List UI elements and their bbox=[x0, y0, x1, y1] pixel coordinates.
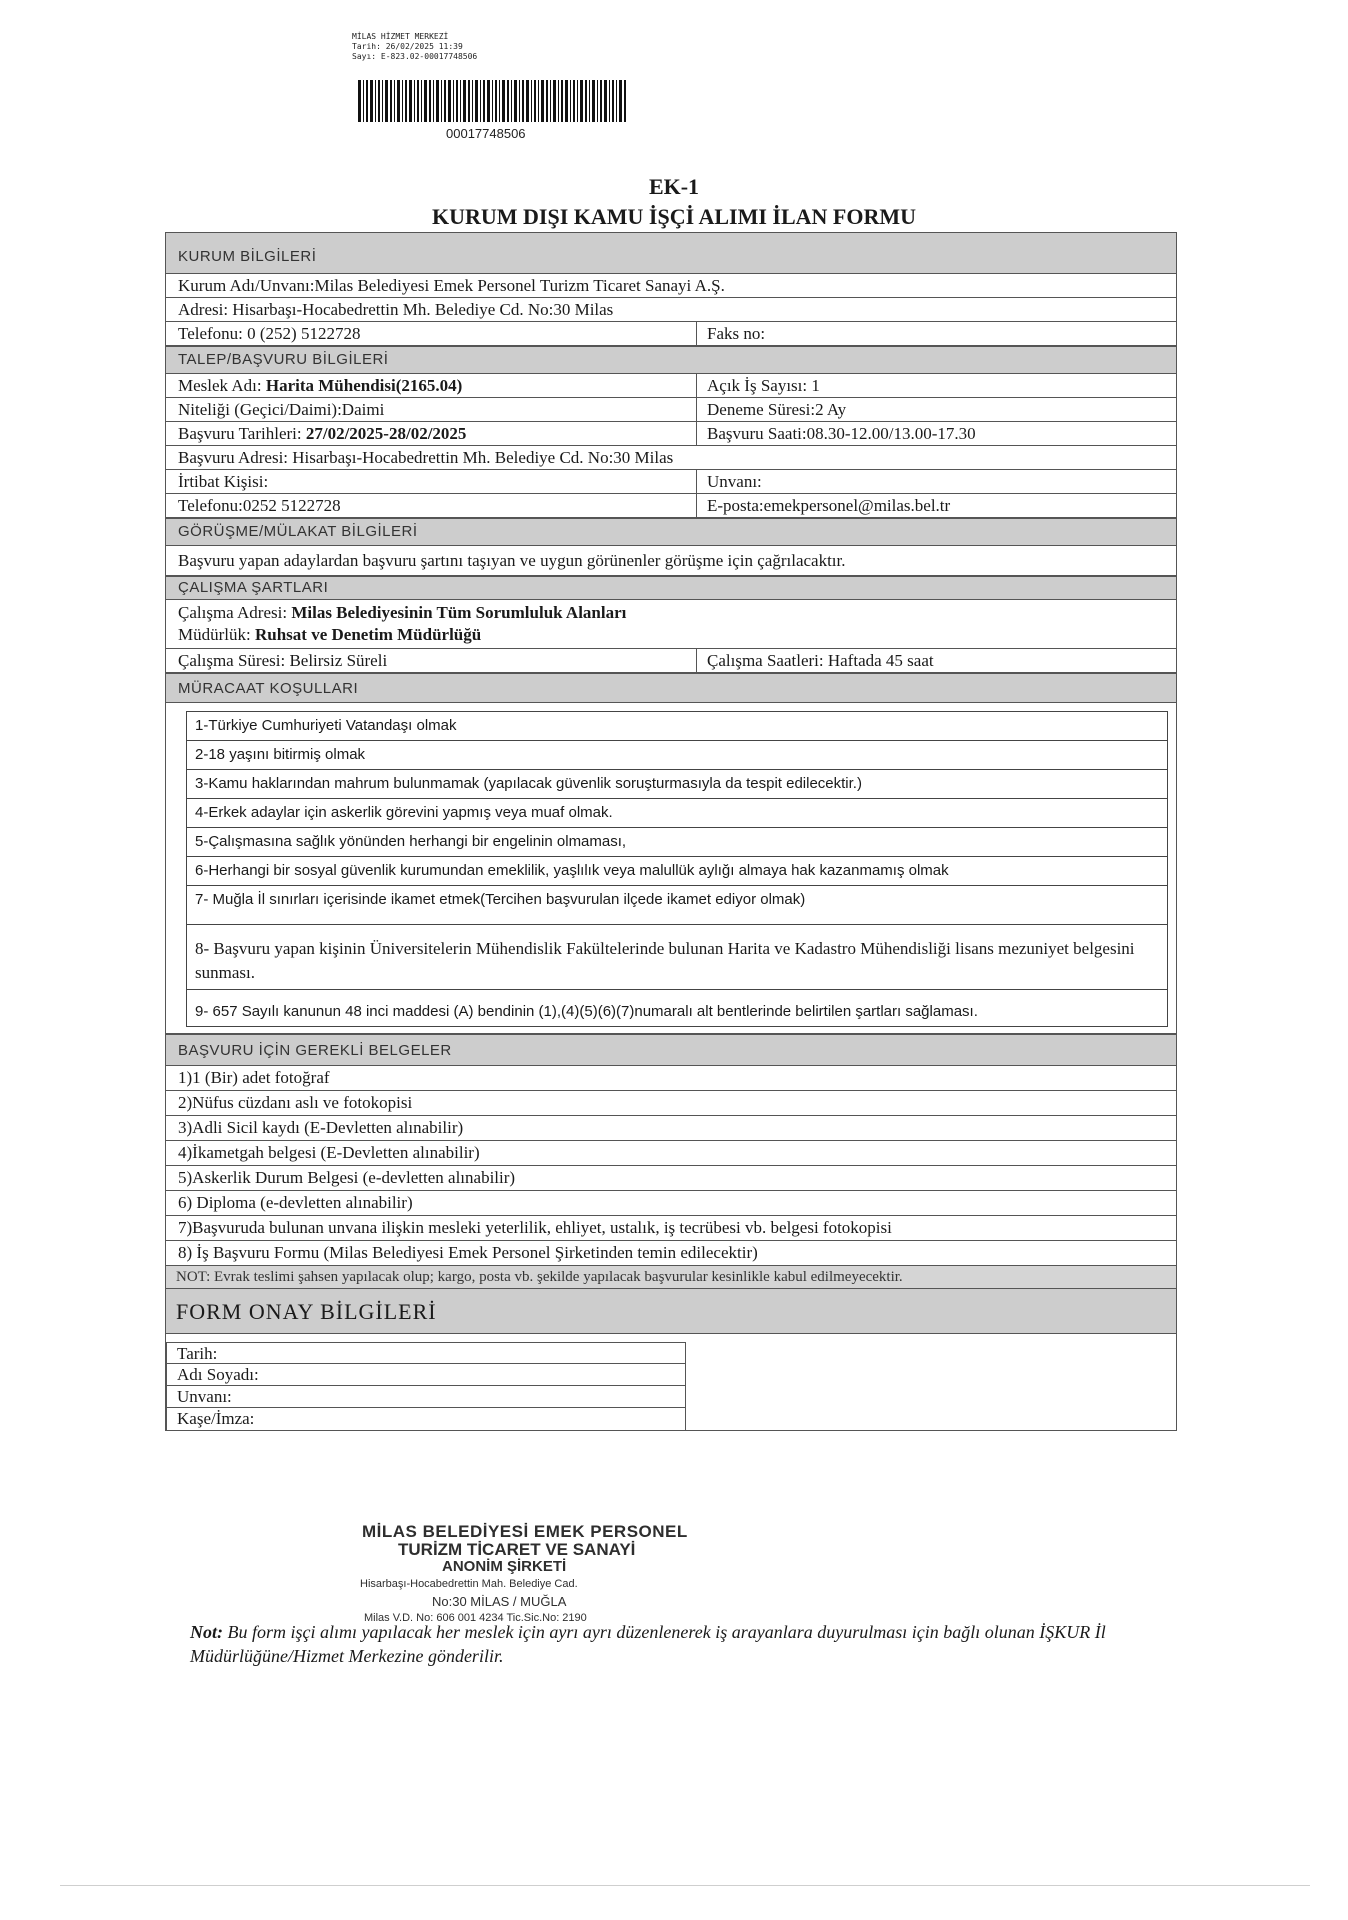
open-positions: Açık İş Sayısı: 1 bbox=[696, 374, 1176, 397]
work-address-field bbox=[178, 602, 1176, 624]
conditions-box bbox=[165, 703, 1177, 1034]
work-address-block bbox=[165, 600, 1177, 649]
document-stamp bbox=[352, 32, 477, 62]
condition-item: 7- Muğla İl sınırları içerisinde ikamet etmek(Tercihen başvurulan ilçede ikamet ediyor olmak) bbox=[186, 886, 1168, 925]
seal-line: TURİZM TİCARET VE SANAYİ bbox=[398, 1540, 636, 1559]
occupation-field bbox=[166, 374, 696, 397]
seal-line: No:30 MİLAS / MUĞLA bbox=[432, 1594, 567, 1609]
work-hours: Çalışma Saatleri: Haftada 45 saat bbox=[696, 649, 1176, 672]
condition-item: 9- 657 Sayılı kanunun 48 inci maddesi (A) bendinin (1),(4)(5)(6)(7)numaralı alt bentlerinde belirtilen şartları sağlaması. bbox=[186, 990, 1168, 1027]
interview-info: Başvuru yapan adaylardan başvuru şartını taşıyan ve uygun görünenler görüşme için çağrılacaktır. bbox=[165, 546, 1177, 576]
contact-person: İrtibat Kişisi: bbox=[178, 472, 269, 491]
section-onay-heading: FORM ONAY BİLGİLERİ bbox=[165, 1289, 1177, 1334]
document-item: 6) Diploma (e-devletten alınabilir) bbox=[165, 1191, 1177, 1216]
condition-item: 8- Başvuru yapan kişinin Üniversitelerin Mühendislik Fakültelerinde bulunan Harita ve Kadastro Mühendisliği lisans mezuniyet belgesini sunması. bbox=[186, 925, 1168, 990]
section-kurum-heading: KURUM BİLGİLERİ bbox=[165, 232, 1177, 274]
talep-occupation-row bbox=[165, 374, 1177, 398]
form-title: KURUM DIŞI KAMU İŞÇİ ALIMI İLAN FORMU bbox=[431, 204, 917, 229]
scan-edge-line bbox=[60, 1885, 1310, 1886]
occupation-value: Harita Mühendisi(2165.04) bbox=[265, 376, 463, 395]
section-gorusme-heading: GÖRÜŞME/MÜLAKAT BİLGİLERİ bbox=[165, 518, 1177, 546]
talep-phone-email-row bbox=[165, 494, 1177, 518]
condition-item: 5-Çalışmasına sağlık yönünden herhangi bir engelinin olmaması, bbox=[186, 828, 1168, 857]
contact-phone: Telefonu:0252 5122728 bbox=[178, 496, 341, 515]
seal-line: MİLAS BELEDİYESİ EMEK PERSONEL bbox=[362, 1522, 688, 1541]
occupation-label: Meslek Adı: bbox=[178, 376, 266, 395]
document-item: 7)Başvuruda bulunan unvana ilişkin mesleki yeterlilik, ehliyet, ustalık, iş tecrübesi vb. belgesi fotokopisi bbox=[165, 1216, 1177, 1241]
application-hours: Başvuru Saati:08.30-12.00/13.00-17.30 bbox=[696, 422, 1176, 445]
stamp-date: Tarih: 26/02/2025 11:39 bbox=[352, 42, 463, 51]
seal-line: Hisarbaşı-Hocabedrettin Mah. Belediye Cad. bbox=[360, 1578, 578, 1590]
approval-box bbox=[165, 1334, 1177, 1431]
document-item: 4)İkametgah belgesi (E-Devletten alınabilir) bbox=[165, 1141, 1177, 1166]
kurum-address-row: Adresi: Hisarbaşı-Hocabedrettin Mh. Belediye Cd. No:30 Milas bbox=[165, 298, 1177, 322]
work-duration-row bbox=[165, 649, 1177, 673]
application-dates-value: 27/02/2025-28/02/2025 bbox=[305, 424, 467, 443]
kurum-phone: Telefonu: 0 (252) 5122728 bbox=[178, 324, 361, 343]
section-muracaat-heading: MÜRACAAT KOŞULLARI bbox=[165, 673, 1177, 703]
kurum-fax: Faks no: bbox=[696, 322, 1176, 345]
document-item: 1)1 (Bir) adet fotoğraf bbox=[165, 1066, 1177, 1091]
kurum-phone-fax-row bbox=[165, 322, 1177, 346]
approval-title-label: Unvanı: bbox=[166, 1386, 686, 1408]
application-address: Başvuru Adresi: Hisarbaşı-Hocabedrettin Mh. Belediye Cd. No:30 Milas bbox=[165, 446, 1177, 470]
announcement-form bbox=[165, 232, 1177, 1431]
footnote-label: Not: bbox=[190, 1622, 223, 1642]
job-nature: Niteliği (Geçici/Daimi):Daimi bbox=[178, 400, 385, 419]
condition-item: 1-Türkiye Cumhuriyeti Vatandaşı olmak bbox=[186, 711, 1168, 741]
directorate-label: Müdürlük: bbox=[178, 625, 255, 644]
contact-title: Unvanı: bbox=[696, 470, 1176, 493]
directorate-field bbox=[178, 624, 1176, 646]
stamp-number: Sayı: E-823.02-00017748506 bbox=[352, 52, 478, 61]
talep-contact-row bbox=[165, 470, 1177, 494]
condition-item: 3-Kamu haklarından mahrum bulunmamak (yapılacak güvenlik soruşturmasıyla da tespit edilecektir.) bbox=[186, 770, 1168, 799]
stamp-office: MİLAS HİZMET MERKEZİ bbox=[352, 32, 449, 41]
section-calisma-heading: ÇALIŞMA ŞARTLARI bbox=[165, 576, 1177, 600]
application-dates-field bbox=[166, 422, 696, 445]
footnote bbox=[190, 1620, 1180, 1668]
document-item: 3)Adli Sicil kaydı (E-Devletten alınabilir) bbox=[165, 1116, 1177, 1141]
seal-line: Milas V.D. No: 606 001 4234 Tic.Sic.No: 2190 bbox=[364, 1612, 587, 1624]
work-duration: Çalışma Süresi: Belirsiz Süreli bbox=[178, 651, 388, 670]
document-item: 2)Nüfus cüzdanı aslı ve fotokopisi bbox=[165, 1091, 1177, 1116]
footnote-text: Bu form işçi alımı yapılacak her meslek için ayrı ayrı düzenlenerek iş arayanlara duyurulması için bağlı olunan İŞKUR İl Müdürlüğüne/Hizmet Merkezine gönderilir. bbox=[190, 1622, 1106, 1666]
section-talep-heading: TALEP/BAŞVURU BİLGİLERİ bbox=[165, 346, 1177, 374]
kurum-name-row: Kurum Adı/Unvanı:Milas Belediyesi Emek Personel Turizm Ticaret Sanayi A.Ş. bbox=[165, 274, 1177, 298]
application-dates-label: Başvuru Tarihleri: bbox=[178, 424, 306, 443]
approval-name-label: Adı Soyadı: bbox=[166, 1364, 686, 1386]
delivery-note: NOT: Evrak teslimi şahsen yapılacak olup; kargo, posta vb. şekilde yapılacak başvurular kesinlikle kabul edilmeyecektir. bbox=[165, 1266, 1177, 1289]
barcode-image bbox=[358, 80, 626, 122]
talep-dates-row bbox=[165, 422, 1177, 446]
condition-item: 6-Herhangi bir sosyal güvenlik kurumundan emeklilik, yaşlılık veya malullük aylığı almaya hak kazanmamış olmak bbox=[186, 857, 1168, 886]
section-belgeler-heading: BAŞVURU İÇİN GEREKLİ BELGELER bbox=[165, 1034, 1177, 1066]
talep-nature-row bbox=[165, 398, 1177, 422]
document-item: 8) İş Başvuru Formu (Milas Belediyesi Emek Personel Şirketinden temin edilecektir) bbox=[165, 1241, 1177, 1266]
form-code: EK-1 bbox=[648, 174, 700, 199]
document-item: 5)Askerlik Durum Belgesi (e-devletten alınabilir) bbox=[165, 1166, 1177, 1191]
condition-item: 2-18 yaşını bitirmiş olmak bbox=[186, 741, 1168, 770]
approval-date-label: Tarih: bbox=[166, 1342, 686, 1364]
contact-email: E-posta:emekpersonel@milas.bel.tr bbox=[696, 494, 1176, 517]
condition-item: 4-Erkek adaylar için askerlik görevini yapmış veya muaf olmak. bbox=[186, 799, 1168, 828]
barcode-number: 00017748506 bbox=[446, 126, 526, 141]
directorate-value: Ruhsat ve Denetim Müdürlüğü bbox=[254, 625, 482, 644]
work-address-value: Milas Belediyesinin Tüm Sorumluluk Alanları bbox=[291, 603, 627, 622]
work-address-label: Çalışma Adresi: bbox=[178, 603, 292, 622]
seal-line: ANONİM ŞİRKETİ bbox=[442, 1558, 567, 1575]
approval-signature-label: Kaşe/İmza: bbox=[166, 1408, 686, 1430]
probation-period: Deneme Süresi:2 Ay bbox=[696, 398, 1176, 421]
